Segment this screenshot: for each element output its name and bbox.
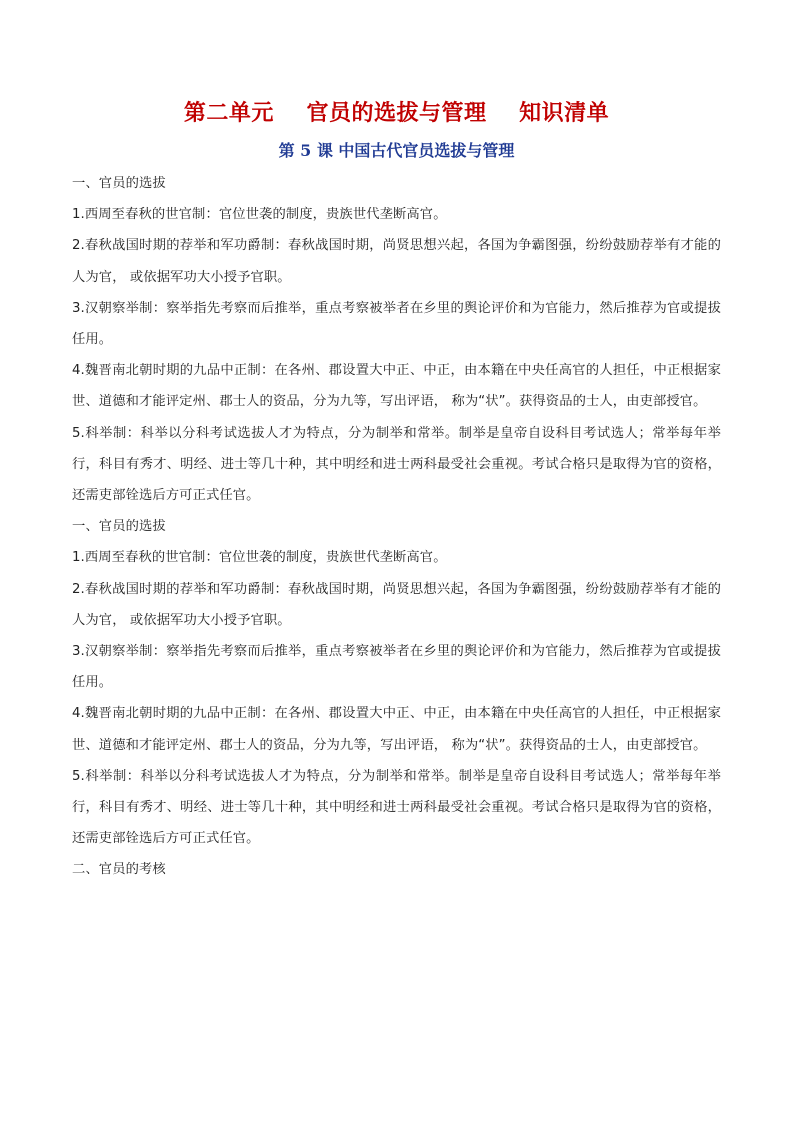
paragraph: 3.汉朝察举制：察举指先考察而后推举，重点考察被举者在乡里的舆论评价和为官能力，然后推荐为官或提拔任用。 [72,644,721,691]
paragraph: 1.西周至春秋的世官制：官位世袭的制度，贵族世代垄断高官。 [72,207,447,223]
paragraph: 5.科举制：科举以分科考试选拔人才为特点，分为制举和常举。制举是皇帝自设科目考试选人；常举每年举行，科目有秀才、明经、进士等几十种，其中明经和进士两科最受社会重视。考试合格只是取得为官的资格，还需吏部铨选后方可正式任官。 [72,768,721,847]
section-heading: 一、官员的选拔 [72,176,166,191]
section-heading: 二、官员的考核 [72,862,166,878]
paragraph: 4.魏晋南北朝时期的九品中正制：在各州、郡设置大中正、中正，由本籍在中央任高官的人担任，中正根据家世、道德和才能评定州、郡士人的资品，分为九等，写出评语， 称为“状”。获得资品的士人，由吏部授官。 [72,363,721,410]
unit-title: 第二单元 官员的选拔与管理 知识清单 [183,100,610,126]
paragraph: 4.魏晋南北朝时期的九品中正制：在各州、郡设置大中正、中正，由本籍在中央任高官的人担任，中正根据家世、道德和才能评定州、郡士人的资品，分为九等，写出评语， 称为“状”。获得资品的士人，由吏部授官。 [72,706,721,753]
paragraph: 2.春秋战国时期的荐举和军功爵制：春秋战国时期，尚贤思想兴起，各国为争霸图强，纷纷鼓励荐举有才能的人为官， 或依据军功大小授予官职。 [72,581,721,628]
paragraph: 5.科举制：科举以分科考试选拔人才为特点，分为制举和常举。制举是皇帝自设科目考试选人；常举每年举行，科目有秀才、明经、进士等几十种，其中明经和进士两科最受社会重视。考试合格只是取得为官的资格，还需吏部铨选后方可正式任官。 [72,425,721,504]
content-body [72,168,721,886]
lesson-title: 第 5 课 中国古代官员选拔与管理 [278,141,515,160]
paragraph: 1.西周至春秋的世官制：官位世袭的制度，贵族世代垄断高官。 [72,550,447,566]
paragraph: 2.春秋战国时期的荐举和军功爵制：春秋战国时期，尚贤思想兴起，各国为争霸图强，纷纷鼓励荐举有才能的人为官， 或依据军功大小授予官职。 [72,238,721,285]
section-heading: 一、官员的选拔 [72,519,166,535]
paragraph: 3.汉朝察举制：察举指先考察而后推举，重点考察被举者在乡里的舆论评价和为官能力，然后推荐为官或提拔任用。 [72,300,721,348]
